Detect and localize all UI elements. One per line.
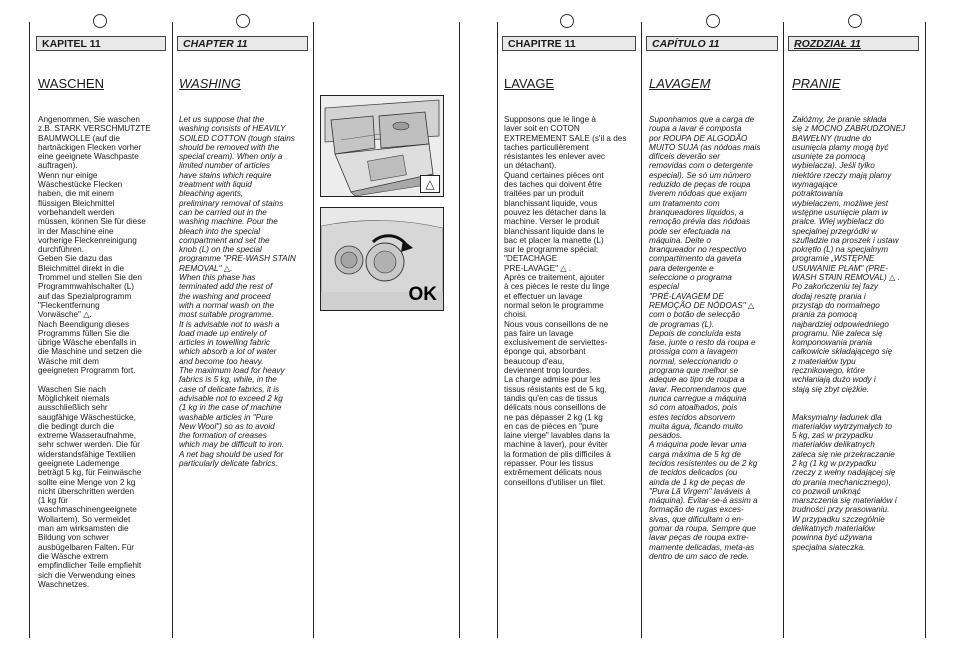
divider bbox=[783, 22, 784, 638]
chapter-header-en: CHAPTER 11 bbox=[177, 36, 308, 51]
body-text-fr: Supposons que le linge à laver soit en COTON EXTREMEMENT SALE (s'il a des taches particulièrement résistantes les enlever avec un détachant). Quand certaines pièces ont des taches qui doivent être traitées par un produit blanchissant liquide, vous pouvez les détacher dans la machine. Verser le produit blanchissant liquide dans le bac et placer la manette (L) sur le programme spécial: "DETACHAGE PRE-LAVAGE" △ . Après ce traitement, ajouter à ces pièces le reste du linge et effectuer un lavage normal selon le programme choisi. Nous vous conseillons de ne pas faire un lavage exclusivement de serviettes- éponge qui, absorbant beaucoup d'eau, deviennent trop lourdes. La charge admise pour les tissus résistants est de 5 kg, tandis qu'en cas de tissus délicats nous conseillons de ne pas dépasser 2 kg (1 kg en cas de pièces en "pure laine vierge" lavables dans la machine à laver), pour éviter la formation de plis difficiles à repasser. Pour les tissus extrêmement délicats nous conseillons d'utiliser un filet. bbox=[504, 115, 627, 487]
section-title-de: WASCHEN bbox=[38, 76, 104, 91]
body-text-pt: Suponhamos que a carga de roupa a lavar é composta por ROUPA DE ALGODÃO MUITO SUJA (as nódoas mais difíceis deverão ser removidas com o detergente especial). Se só um número reduzido de peças de roupa tiverem nódoas que exijam um tratamento com branqueadores líquidos, a remoção prévia das nódoas pode ser efectuada na máquina. Deite o branqueador no respectivo compartimento da gaveta para detergente e seleccione o programa especial "PRÉ-LAVAGEM DE REMOÇÃO DE NÓDOAS" △ com o botão de selecção de programas (L). Depois de concluída esta fase, junte o resto da roupa e prossiga com a lavagem normal, seleccionando o programa que melhor se adeque ao tipo de roupa a lavar. Recomendamos que nunca carregue a máquina só com atoalhados, pois estes tecidos absorvem muita água, ficando muito pesados. A máquina pode levar uma carga máxima de 5 kg de tecidos resistentes ou de 2 kg de tecidos delicados (ou ainda de 1 kg de peças de "Pura Lã Virgem" laváveis à máquina). Evitar-se-á assim a formação de rugas exces- sivas, que dificultam o en- gomar da roupa. Sempre que lavar peças de roupa extre- mamente delicadas, meta-as dentro de um saco de rede. bbox=[649, 115, 761, 561]
body-text-pl: Załóżmy, że pranie składa się z MOCNO ZABRUDZONEJ BAWEŁNY (trudne do usunięcia plamy mogą być usunięte za pomocą wybielacza). Jeśli tylko niektóre rzeczy mają plamy wymagające potraktowania wybielaczem, możliwe jest wstępne usunięcie plam w pralce. Wlej wybielacz do specjalnej przegródki w szufladzie na proszek i ustaw pokrętło (L) na specjalnym programie „WSTĘPNE USUWANIE PLAM" (PRE- WASH STAIN REMOVAL) △ . Po zakończeniu tej fazy dodaj resztę prania i przystąp do normalnego prania za pomocą najbardziej odpowiedniego programu. Nie zaleca się komponowania prania całkowicie składającego się z materiałów typu ręcznikowego, które wchłaniają dużo wody i stają się zbyt ciężkie. Maksymalny ładunek dla materiałów wytrzymałych to 5 kg, zaś w przypadku materiałów delikatnych zaleca się nie przekraczanie 2 kg (1 kg w przypadku rzeczy z wełny nadającej się do prania mechanicznego), co pozwoli uniknąć marszczenia się materiałów i trudności przy prasowaniu. W przypadku szczególnie delikatnych materiałów powinna być używana specjalna siateczka. bbox=[792, 115, 906, 552]
circle-marker bbox=[560, 14, 574, 28]
chapter-header-pt: CAPÍTULO 11 bbox=[646, 36, 778, 51]
circle-marker bbox=[93, 14, 107, 28]
warning-triangle-icon: △ bbox=[420, 175, 440, 193]
chapter-header-pl: ROZDZIAŁ 11 bbox=[788, 36, 919, 51]
divider bbox=[313, 22, 314, 638]
circle-marker bbox=[236, 14, 250, 28]
divider bbox=[497, 22, 498, 638]
body-text-en: Let us suppose that the washing consists of HEAVILY SOILED COTTON (tough stains should be removed with the special cream). When only a limited number of articles have stains which require treatment with liquid bleaching agents, preliminary removal of stains can be carried out in the washing machine. Pour the bleach into the special compartment and set the knob (L) on the special programme "PRE-WASH STAIN REMOVAL" △. When this phase has terminated add the rest of the washing and proceed with a normal wash on the most suitable programme. It is advisable not to wash a load made up entirely of articles in towelling fabric which absorb a lot of water and become too heavy. The maximum load for heavy fabrics is 5 kg, while, in the case of delicate fabrics, it is advisable not to exceed 2 kg (1 kg in the case of machine washable articles in "Pure New Wool") so as to avoid the formation of creases which may be difficult to iron. A net bag should be used for particularly delicate fabrics. bbox=[179, 115, 296, 468]
detergent-drawer-figure bbox=[320, 95, 444, 197]
circle-marker bbox=[706, 14, 720, 28]
section-title-pl: PRANIE bbox=[792, 76, 841, 91]
section-title-pt: LAVAGEM bbox=[649, 76, 711, 91]
ok-label: OK bbox=[408, 284, 437, 305]
divider bbox=[172, 22, 173, 638]
divider bbox=[459, 22, 460, 638]
chapter-header-de: KAPITEL 11 bbox=[36, 36, 166, 51]
circle-marker bbox=[848, 14, 862, 28]
divider bbox=[29, 22, 30, 638]
section-title-fr: LAVAGE bbox=[504, 76, 555, 91]
chapter-header-fr: CHAPITRE 11 bbox=[502, 36, 636, 51]
section-title-en: WASHING bbox=[179, 76, 241, 91]
divider bbox=[925, 22, 926, 638]
body-text-de: Angenommen, Sie waschen z.B. STARK VERSCHMUTZTE BAUMWOLLE (auf die hartnäckigen Flecken vorher eine geeignete Waschpaste auftragen). Wenn nur einige Wäschestücke Flecken haben, die mit einem flüssigen Bleichmittel vorbehandelt werden müssen, können Sie für diese in der Maschine eine vorherige Fleckenreinigung durchführen. Geben Sie dazu das Bleichmittel direkt in die Trommel und stellen Sie den Programmwahlschalter (L) auf das Spezialprogramm "Fleckentfernung Vorwäsche" △. Nach Beendigung dieses Programms füllen Sie die übrige Wäsche ebenfalls in die Maschine und setzen die Wäsche mit dem geeigneten Programm fort. Waschen Sie nach Möglichkeit niemals ausschließlich sehr saugfähige Wäschestücke, die bedingt durch die extreme Wasseraufnahme, sehr schwer werden. Die für widerstandsfähige Textilien geeignete Lademenge beträgt 5 kg, für Feinwäsche sollte eine Menge von 2 kg nicht überschritten werden (1 kg für waschmaschinengeeignete Wollartem). So vermeidet man am wirksamsten die Bildung von schwer ausbügelbaren Falten. Für die Wäsche extrem empfindlicher Teile empfiehlt sich die Verwendung eines Waschnetzes. bbox=[38, 115, 151, 589]
divider bbox=[641, 22, 642, 638]
program-knob-figure bbox=[320, 207, 444, 311]
